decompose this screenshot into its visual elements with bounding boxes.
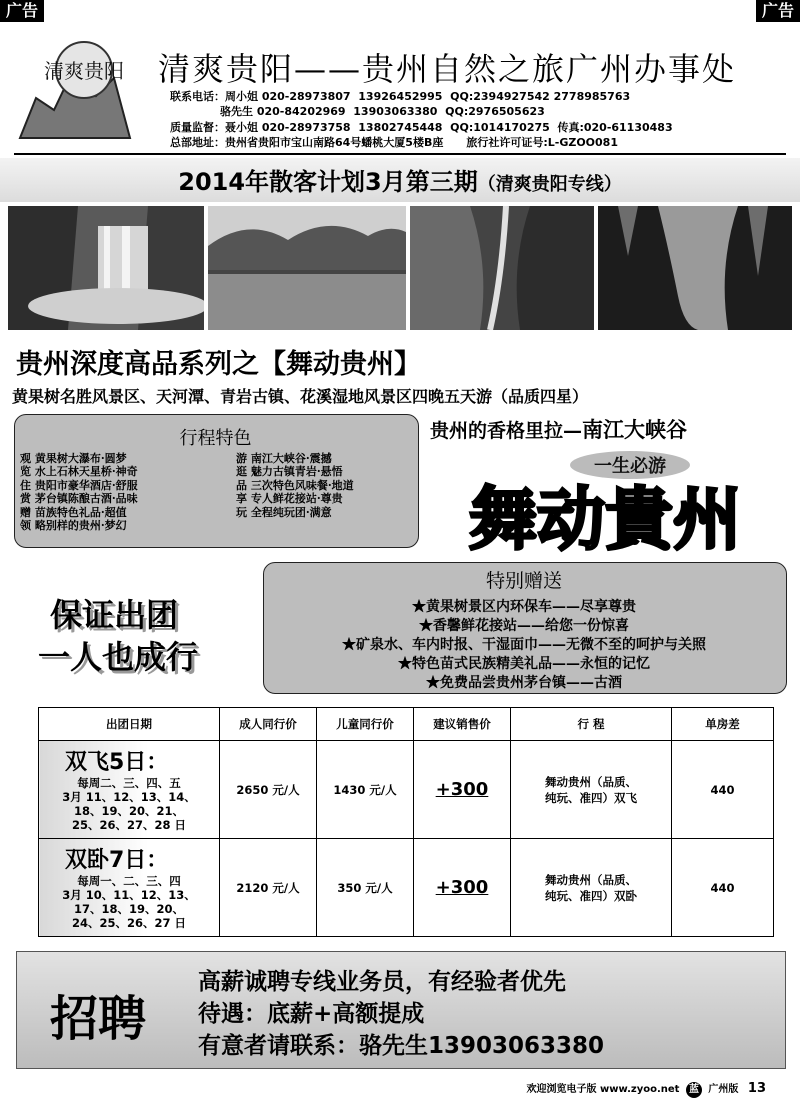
gift-item: ★矿泉水、车内时报、干湿面巾——无微不至的呵护与关照 [342,637,706,653]
art-text: 舞动貴州 [469,480,742,560]
ad-tag-left: 广告 [0,0,44,22]
page-number: 13 [747,1081,766,1096]
child-price: 1430 元/人 [317,741,414,839]
footer-badge: 蓝 [686,1082,702,1098]
adult-price: 2650 元/人 [220,741,317,839]
col-itinerary: 行 程 [511,708,672,741]
art-tag: 一生必游 [594,456,666,477]
feature-item: 领 略别样的贵州·梦幻 [20,519,127,533]
photo-cave [598,206,792,330]
feature-item: 逛 魅力古镇青岩·悬悟 [236,465,343,479]
gift-item: ★特色苗式民族精美礼品——永恒的记忆 [398,656,650,672]
guarantee-line-2: 一人也成行 [38,638,199,676]
feature-item: 观 黄果树大瀑布·圆梦 [20,452,127,465]
feature-item: 赠 苗族特色礼品·超值 [20,505,127,519]
feature-item: 赏 茅台镇陈酿古酒·品味 [20,492,138,506]
gift-item: ★香馨鲜花接站——给您一份惊喜 [419,618,629,634]
single-supplement: 440 [672,741,774,839]
gift-item: ★免费品尝贵州茅台镇——古酒 [426,675,622,691]
page-footer [527,1080,766,1098]
itinerary: 舞动贵州（品质、 纯玩、准四）双卧 [511,839,672,937]
col-adult: 成人同行价 [220,708,317,741]
col-single: 单房差 [672,708,774,741]
contact-line-2: 骆先生 020-84202969 13903063380 QQ:2976505623 [220,105,545,118]
plan-dates-cell: 双飞5日： 每周二、三、四、五 3月 11、12、13、14、 18、19、20、21、 25、26、27、28 日 [39,741,220,839]
features-right-column [236,452,354,519]
footer-edition: 广州版 [708,1084,739,1095]
gifts-title: 特别赠送 [485,570,562,592]
feature-item: 游 南江大峡谷·震撼 [236,452,332,465]
itinerary: 舞动贵州（品质、 纯玩、准四）双飞 [511,741,672,839]
adult-price: 2120 元/人 [220,839,317,937]
recruit-line: 有意者请联系：骆先生13903063380 [198,1033,605,1059]
col-suggest: 建议销售价 [414,708,511,741]
feature-item: 享 专人鲜花接站·尊贵 [236,492,343,506]
contact-line-1: 联系电话：周小姐 020-28973807 13926452995 QQ:2394927542 2778985763 [170,90,631,103]
photo-waterfall [8,206,204,330]
col-dates: 出团日期 [39,708,220,741]
recruit-line: 待遇：底薪+高额提成 [198,1001,425,1027]
price-table [38,707,774,937]
plan-name: 双飞5日： [65,750,169,775]
contact-line-3: 质量监督：聂小姐 020-28973758 13802745448 QQ:1014170275 传真:020-61130483 [170,121,673,134]
photo-lake [208,206,406,330]
single-supplement: 440 [672,839,774,937]
recruit-line: 高薪诚聘专线业务员，有经验者优先 [198,969,566,995]
series-title: 贵州深度高品系列之【舞动贵州】 [16,349,421,380]
route-title: 黄果树名胜风景区、天河潭、青岩古镇、花溪湿地风景区四晚五天游（品质四星） [12,387,589,406]
contact-line-4: 总部地址：贵州省贵阳市宝山南路64号蟠桃大厦5楼B座 旅行社许可证号:L-GZOO081 [170,136,618,149]
shangri-la-headline: 贵州的香格里拉—南江大峡谷 [430,417,688,442]
feature-item: 玩 全程纯玩团·满意 [236,505,332,519]
gift-item: ★黄果树景区内环保车——尽享尊贵 [412,599,636,615]
photo-gorge [410,206,594,330]
dance-guizhou-art [455,445,775,560]
period-title: 2014年散客计划3月第三期（清爽贵阳专线） [178,168,622,196]
features-title: 行程特色 [179,428,252,449]
feature-item: 品 三次特色风味餐·地道 [236,478,354,492]
suggested-price: +300 [414,839,511,937]
feature-item: 住 贵阳市豪华酒店·舒服 [20,478,138,492]
plan-name: 双卧7日： [65,848,169,873]
logo-text: 清爽贵阳 [44,59,124,83]
plan-dates-cell: 双卧7日： 每周一、二、三、四 3月 10、11、12、13、 17、18、19、20、 24、25、26、27 日 [39,839,220,937]
table-header-row [39,708,774,741]
footer-text: 欢迎浏览电子版 www.zyoo.net [526,1084,680,1095]
suggested-price: +300 [414,741,511,839]
header-divider [14,153,786,155]
company-logo [14,38,134,148]
recruit-heading: 招聘 [50,991,147,1047]
col-child: 儿童同行价 [317,708,414,741]
child-price: 350 元/人 [317,839,414,937]
ad-tag-right: 广告 [756,0,800,22]
feature-item: 览 水上石林天星桥·神奇 [20,465,138,479]
agency-title: 清爽贵阳——贵州自然之旅广州办事处 [158,50,737,88]
table-row [39,839,774,937]
guarantee-line-1: 保证出团 [50,596,179,634]
features-left-column [20,452,138,532]
table-row [39,741,774,839]
